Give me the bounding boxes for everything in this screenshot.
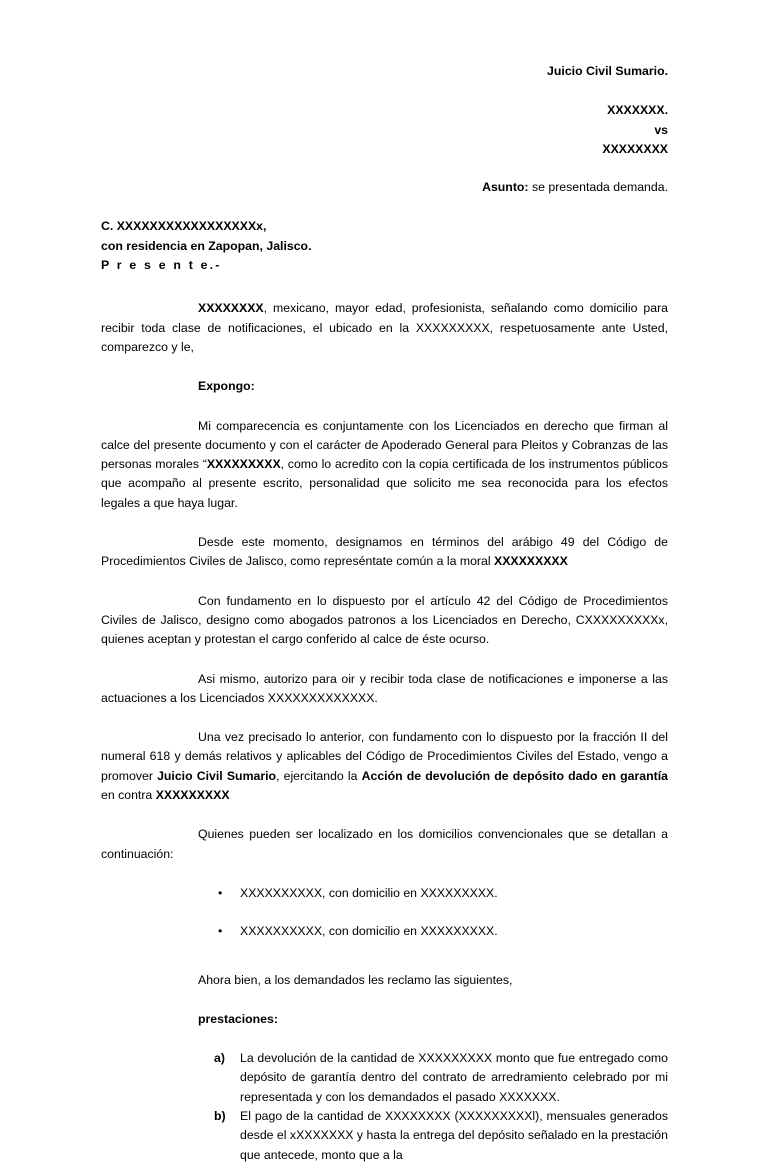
- spacer: [101, 197, 668, 217]
- spacer: [101, 864, 668, 884]
- paragraph-comparecencia: [101, 417, 668, 513]
- demandado-name: XXXXXXXXX: [155, 788, 230, 803]
- juicio-type: Juicio Civil Sumario: [157, 768, 277, 783]
- promover-part1: Una vez precisado lo anterior, con fundamento con lo dispuesto por la fracción II del numeral 618 y demás relativos y aplicables del Código de Procedimientos Civiles del Estado, vengo a promover: [101, 730, 668, 783]
- prestaciones-list: [101, 1049, 668, 1165]
- domicilio-text: XXXXXXXXXX, con domicilio en XXXXXXXXX.: [240, 924, 498, 939]
- domicilios-list: [101, 884, 668, 942]
- spacer: [101, 159, 668, 178]
- addressee-name: C. XXXXXXXXXXXXXXXXXx,: [101, 219, 267, 234]
- expongo-heading: Expongo:: [198, 379, 255, 394]
- accion-name: Acción de devolución de depósito dado en garantía: [361, 768, 668, 783]
- prestacion-text: El pago de la cantidad de XXXXXXXX (XXXXXXXXXl), mensuales generados desde el xXXXXXXX y hasta la entrega del depósito señalado en la prestación que antecede, monto que a la: [240, 1108, 668, 1162]
- comparecencia-part1: Mi comparecencia es conjuntamente con los Licenciados en derecho que firman al calce del presente documento y con el carácter de Apoderado General para Pleitos y Cobranzas de las personas morales “: [101, 418, 668, 472]
- defendant-name: XXXXXXXX: [602, 141, 668, 156]
- item-marker-a: a): [214, 1051, 225, 1066]
- spacer: [101, 572, 668, 592]
- spacer: [101, 650, 668, 670]
- addressee-residence: con residencia en Zapopan, Jalisco.: [101, 238, 312, 253]
- list-item: [101, 884, 668, 903]
- spacer: [101, 357, 668, 377]
- list-item: [101, 1049, 668, 1107]
- versus-label: vs: [654, 122, 668, 137]
- petitioner-description: , mexicano, mayor edad, profesionista, señalando como domicilio para recibir toda clase de notificaciones, el ubicado en la XXXXXXXXX, respetuosamente ante Usted, comparezco y le,: [101, 301, 668, 354]
- comparecencia-part2: , como lo acredito con la copia certificada de los instrumentos públicos que acompaño al presente escrito, personalidad que solicito me sea reconocida para los efectos legales a que haya lugar.: [101, 457, 668, 510]
- prestacion-text: La devolución de la cantidad de XXXXXXXXX monto que fue entregado como depósito de garantía dentro del contrato de arredramiento celebrado por mi representada y con los demandados el pasado XXXXXXX.: [240, 1051, 668, 1104]
- promover-part2: , ejercitando la: [276, 768, 362, 783]
- petitioner-name: XXXXXXXX: [198, 301, 264, 316]
- spacer: [101, 513, 668, 533]
- spacer: [101, 81, 668, 101]
- subject-text: se presentada demanda.: [528, 180, 668, 195]
- plaintiff-name: XXXXXXX.: [607, 103, 668, 118]
- paragraph-promover: [101, 728, 668, 805]
- document-body: [101, 62, 668, 1165]
- paragraph-designacion: [101, 533, 668, 572]
- designacion-text: Desde este momento, designamos en términos del arábigo 49 del Código de Procedimientos Civiles de Jalisco, como represéntate común a la moral: [101, 535, 668, 569]
- paragraph-introduction: [101, 299, 668, 357]
- bullet-icon: •: [218, 885, 223, 900]
- paragraph-autorizo: Asi mismo, autorizo para oir y recibir toda clase de notificaciones e imponerse a las actuaciones a los Licenciados XXXXXXXXXXXXX.: [101, 671, 668, 705]
- spacer: [101, 1029, 668, 1049]
- paragraph-ahora-bien: Ahora bien, a los demandados les reclamo las siguientes,: [198, 972, 513, 987]
- spacer: [101, 990, 668, 1010]
- spacer: [101, 708, 668, 728]
- list-item: [101, 1107, 668, 1165]
- spacer: [101, 275, 668, 299]
- paragraph-abogados: Con fundamento en lo dispuesto por el artículo 42 del Código de Procedimientos Civiles de Jalisco, designo como abogados patronos a los Licenciados en Derecho, CXXXXXXXXXx, quienes aceptan y protestan el cargo conferido al calce de éste ocurso.: [101, 593, 668, 647]
- paragraph-localizado: Quienes pueden ser localizado en los domicilios convencionales que se detallan a continuación:: [101, 827, 668, 861]
- item-marker-b: b): [214, 1108, 226, 1123]
- subject-label: Asunto:: [482, 180, 529, 195]
- spacer: [101, 397, 668, 417]
- promover-part3: en contra: [101, 788, 156, 803]
- company-name: XXXXXXXXX: [206, 457, 281, 472]
- spacer: [101, 805, 668, 825]
- addressee-presente: P r e s e n t e.-: [101, 258, 222, 273]
- case-type-heading: Juicio Civil Sumario.: [547, 64, 668, 78]
- moral-representative: XXXXXXXXX: [494, 554, 568, 569]
- prestaciones-heading: prestaciones:: [198, 1011, 278, 1026]
- list-item: [101, 922, 668, 941]
- bullet-icon: •: [218, 924, 223, 939]
- subject-line: [101, 178, 668, 197]
- spacer: [101, 961, 668, 971]
- domicilio-text: XXXXXXXXXX, con domicilio en XXXXXXXXX.: [240, 885, 498, 900]
